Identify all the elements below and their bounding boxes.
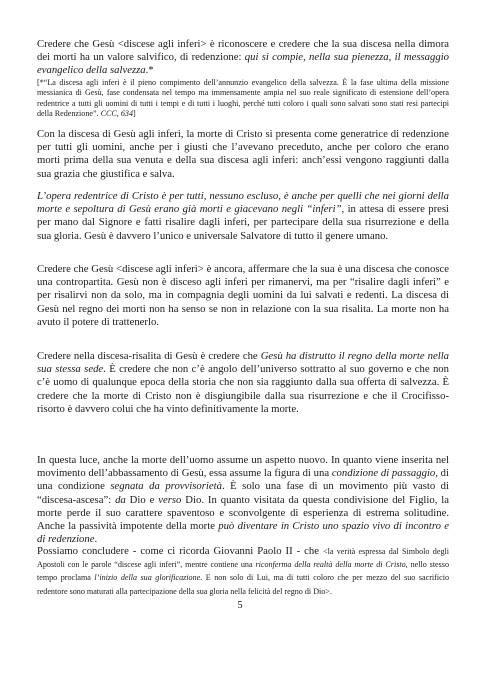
text-run: . È solo una fase di un movimento più vasto di “discesa-ascesa”: — [37, 480, 449, 506]
text-run: segnata da provvisorietà — [110, 480, 222, 493]
text-run: . È credere che non c’è angolo dell’universo sottratto al suo governo e che non c’è uomo di qualunque epoca della storia che non sia raggiunto dalla sua offerta di salvezza. È credere che la morte di Cristo non è disgiungibile dalla sua risurrezione e che il Crocifisso-risorto è davvero colui che ha vinto definitivamente la morte. — [37, 363, 449, 415]
paragraph-2 — [37, 128, 449, 181]
text-run: riconferma della realtà della morte di Cristo — [255, 560, 406, 570]
text-run: verso — [158, 493, 182, 506]
text-run: Dio. In quanto visitata da questa condivisione del Figlio, la morte perde il suo carattere spaventoso e sconvolgente di esperienza di estrema solitudine. Anche la passività impotente della morte — [37, 493, 449, 533]
text-run: qui si compie, nella sua pienezza, il messaggio evangelico della salvezza — [37, 51, 450, 77]
text-run: . — [94, 533, 98, 546]
text-run: In questa luce, anche la morte dell’uomo assume un aspetto nuovo. In quanto viene inserita nel movimento dell’abbassamento di Gesù, essa assume la figura di una — [37, 454, 449, 480]
text-run: Dio e — [125, 493, 159, 506]
text-run: .* — [145, 64, 154, 77]
paragraph-4 — [37, 263, 449, 329]
text-run: Con la discesa di Gesù agli inferi, la morte di Cristo si presenta come generatrice di redenzione per tutti gli uomini, anche per i giusti che l’avevano preceduto, anche per coloro che erano morti prima della sua venuta e della sua discesa agli inferi: anch’essi vengono raggiunti dalla sua grazia che giustifica e salva. — [37, 128, 449, 180]
footnote-ccc-634 — [37, 78, 449, 120]
paragraph-7 — [37, 545, 449, 598]
text-run: condizione di passaggio — [331, 467, 436, 480]
paragraph-6 — [37, 454, 449, 546]
text-run: da — [115, 493, 126, 506]
text-run: Credere che Gesù <discese agli inferi> è riconoscere e credere che la sua discesa nella dimora dei morti ha un valore salvifico, di redenzione: — [37, 38, 449, 64]
text-run: <la verità espressa dal Simbolo degli Apostoli con le parole “discese agli inferi”, mentre contiene una — [37, 547, 449, 570]
page-number: 5 — [237, 600, 243, 611]
paragraph-3 — [37, 190, 449, 243]
text-run: Credere che Gesù <discese agli inferi> è ancora, affermare che la sua è una discesa che conosce una contropartita. Gesù non è disceso agli inferi per rimanervi, ma per “risalire dagli inferi” e per risalirvi non da solo, ma in compagnia degli uomini da lui salvati e redenti. La discesa di Gesù nel regno dei morti non ha senso se non in relazione con la sua risalita. La morte non ha avuto il potere di trattenerlo. — [37, 263, 449, 328]
text-run: , in attesa di essere presi per mano dal Signore e fatti risalire dagli inferi, per partecipare della sua risurrezione e della sua gloria. Gesù è davvero l’unico e universale Salvatore di tutto il genere umano. — [37, 203, 450, 242]
text-run: . E non solo di Lui, ma di tutti coloro che per mezzo del suo sacrificio redentore sono maturati alla partecipazione della sua gloria nella felicità del regno di Dio>. — [37, 573, 449, 596]
text-run: [*“La discesa agli inferi è il pieno compimento dell’annunzio evangelico della salvezza. È la fase ultima della missione messianica di Gesù, fase condensata nel tempo ma immensamente ampia nel suo reale significato di estensione dell’opera redentrice a tutti gli uomini di tutti i tempi e di tutti i luoghi, perché tutti coloro i quali sono salvati sono stati resi partecipi della Redenzione”. — [37, 78, 449, 119]
text-run: L’opera redentrice di Cristo è per tutti, nessuno escluso, è anche per quelli che nei giorni della morte e sepoltura di Gesù erano già morti e giacevano negli “inferi” — [37, 190, 449, 216]
paragraph-1 — [37, 38, 449, 78]
text-run: , nello stesso tempo proclama — [37, 560, 450, 583]
text-run: Credere nella discesa-risalita di Gesù è credere che — [37, 350, 261, 362]
text-run: Possiamo concludere - come ci ricorda Giovanni Paolo II - che — [37, 545, 323, 557]
text-run: l’inizio della sua glorificazione — [94, 573, 201, 583]
text-run: può diventare in Cristo uno spazio vivo di incontro e di redenzione — [37, 520, 449, 546]
text-run: CCC, 634 — [100, 109, 133, 119]
text-run: ] — [133, 109, 136, 119]
text-run: Gesù ha distrutto il regno della morte nella sua stessa sede — [37, 350, 450, 376]
paragraph-5 — [37, 350, 449, 416]
text-run: , di una condizione — [37, 467, 449, 493]
